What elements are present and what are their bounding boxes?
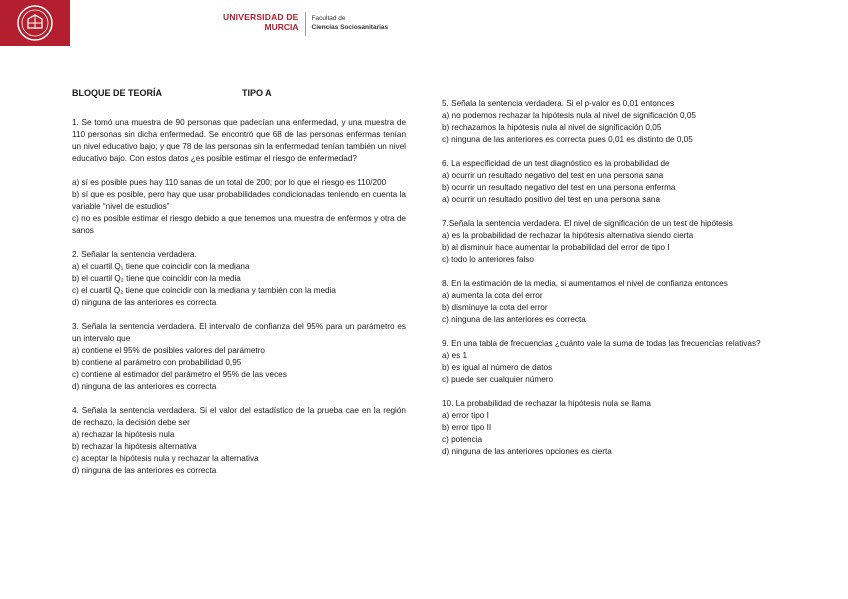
left-column bbox=[72, 87, 406, 489]
option: a) el cuartil Q₁ tiene que coincidir con la mediana bbox=[72, 262, 250, 271]
option: b) sí que es posible, pero hay que usar probabilidades condicionadas teniendo en cuenta la variable “nivel de estudios” bbox=[72, 190, 406, 211]
faculty-name bbox=[312, 14, 389, 32]
option: a) sí es posible pues hay 110 sanas de un total de 200; por lo que el riesgo es 110/200 bbox=[72, 178, 387, 187]
question-9 bbox=[442, 338, 776, 386]
option: a) ocurrir un resultado positivo del test en una persona sana bbox=[442, 195, 661, 204]
option: b) el cuartil Q₂ tiene que coincidir con la media bbox=[72, 274, 241, 283]
option: a) es la probabilidad de rechazar la hipótesis alternativa siendo cierta bbox=[442, 231, 694, 240]
page-heading bbox=[72, 87, 406, 99]
question-stem: 1. Se tomó una muestra de 90 personas que padecían una enfermedad, y una muestra de 110 personas sin dicha enfermedad. Se encontró que 68 de las personas enfermas tenían un nivel educativo bajo; y que 78 de las personas sin la enfermedad tenían también un nivel educativo bajo. Con estos datos ¿es posible estimar el riesgo de enfermedad? bbox=[72, 118, 406, 163]
option: c) ninguna de las anteriores es correcta pues 0,01 es distinto de 0,05 bbox=[442, 135, 693, 144]
question-3 bbox=[72, 321, 406, 393]
question-stem: 6. La especificidad de un test diagnóstico es la probabilidad de bbox=[442, 159, 670, 168]
question-4 bbox=[72, 405, 406, 477]
question-stem: 9. En una tabla de frecuencias ¿cuánto vale la suma de todas las frecuencias relativas? bbox=[442, 339, 761, 348]
right-column bbox=[442, 98, 776, 470]
question-stem: 2. Señalar la sentencia verdadera. bbox=[72, 250, 197, 259]
option: b) es igual al número de datos bbox=[442, 363, 553, 372]
question-7 bbox=[442, 218, 776, 266]
option: d) ninguna de las anteriores es correcta bbox=[72, 298, 217, 307]
question-1 bbox=[72, 117, 406, 237]
option: a) no podemos rechazar la hipótesis nula al nivel de significación 0,05 bbox=[442, 111, 696, 120]
option: c) no es posible estimar el riesgo debido a que tenemos una muestra de enfermos y otra de sanos bbox=[72, 214, 406, 235]
option: d) ninguna de las anteriores es correcta bbox=[72, 466, 217, 475]
option: a) es 1 bbox=[442, 351, 468, 360]
question-stem: 5. Señala la sentencia verdadera. Si el p-valor es 0,01 entonces bbox=[442, 99, 675, 108]
option: c) potencia bbox=[442, 435, 483, 444]
question-stem: 4. Señala la sentencia verdadera. Si el valor del estadístico de la prueba cae en la región de rechazo, la decisión debe ser bbox=[72, 406, 406, 427]
block-title: BLOQUE DE TEORÍA bbox=[72, 88, 163, 98]
seal-icon bbox=[16, 4, 54, 42]
faculty-line2: Ciencias Sociosanitarias bbox=[311, 24, 389, 31]
option: a) rechazar la hipótesis nula bbox=[72, 430, 175, 439]
option: b) ocurrir un resultado negativo del test en una persona enferma bbox=[442, 183, 676, 192]
option: b) rechazar la hipótesis alternativa bbox=[72, 442, 197, 451]
question-2 bbox=[72, 249, 406, 309]
option: c) aceptar la hipótesis nula y rechazar la alternativa bbox=[72, 454, 259, 463]
option: d) ninguna de las anteriores opciones es cierta bbox=[442, 447, 612, 456]
option: c) contiene al estimador del parámetro el 95% de las veces bbox=[72, 370, 287, 379]
university-name bbox=[223, 12, 299, 32]
question-stem: 3. Señala la sentencia verdadera. El intervalo de confianza del 95% para un parámetro es un intervalo que bbox=[72, 322, 406, 343]
option: b) al disminuir hace aumentar la probabilidad del error de tipo I bbox=[442, 243, 670, 252]
option: c) puede ser cualquier número bbox=[442, 375, 554, 384]
option: d) ninguna de las anteriores es correcta bbox=[72, 382, 217, 391]
question-stem: 8. En la estimación de la media, si aumentamos el nivel de confianza entonces bbox=[442, 279, 728, 288]
university-line1: UNIVERSIDAD DE bbox=[223, 12, 299, 22]
university-logo bbox=[223, 12, 388, 36]
logo-divider bbox=[305, 12, 306, 36]
university-seal-logo bbox=[0, 0, 70, 46]
question-8 bbox=[442, 278, 776, 326]
question-6 bbox=[442, 158, 776, 206]
option: c) ninguna de las anteriores es correcta bbox=[442, 315, 586, 324]
option: b) contiene al parámetro con probabilidad 0,95 bbox=[72, 358, 242, 367]
question-stem: 7.Señala la sentencia verdadera. El nivel de significación de un test de hipótesis bbox=[442, 219, 733, 228]
option: b) disminuye la cota del error bbox=[442, 303, 548, 312]
option: a) error tipo I bbox=[442, 411, 489, 420]
question-5 bbox=[442, 98, 776, 146]
option: c) todo lo anteriores falso bbox=[442, 255, 534, 264]
option: a) contiene el 95% de posibles valores del parámetro bbox=[72, 346, 265, 355]
option: a) aumenta la cota del error bbox=[442, 291, 543, 300]
test-type: TIPO A bbox=[242, 88, 272, 98]
option: c) el cuartil Q₂ tiene que coincidir con la mediana y también con la media bbox=[72, 286, 336, 295]
option: a) ocurrir un resultado negativo del test en una persona sana bbox=[442, 171, 664, 180]
faculty-line1: Facultad de bbox=[311, 15, 346, 22]
question-10 bbox=[442, 398, 776, 458]
university-line2: MURCIA bbox=[264, 22, 299, 32]
option: b) error tipo II bbox=[442, 423, 492, 432]
question-stem: 10. La probabilidad de rechazar la hipótesis nula se llama bbox=[442, 399, 651, 408]
option: b) rechazamos la hipótesis nula al nivel de significación 0,05 bbox=[442, 123, 662, 132]
